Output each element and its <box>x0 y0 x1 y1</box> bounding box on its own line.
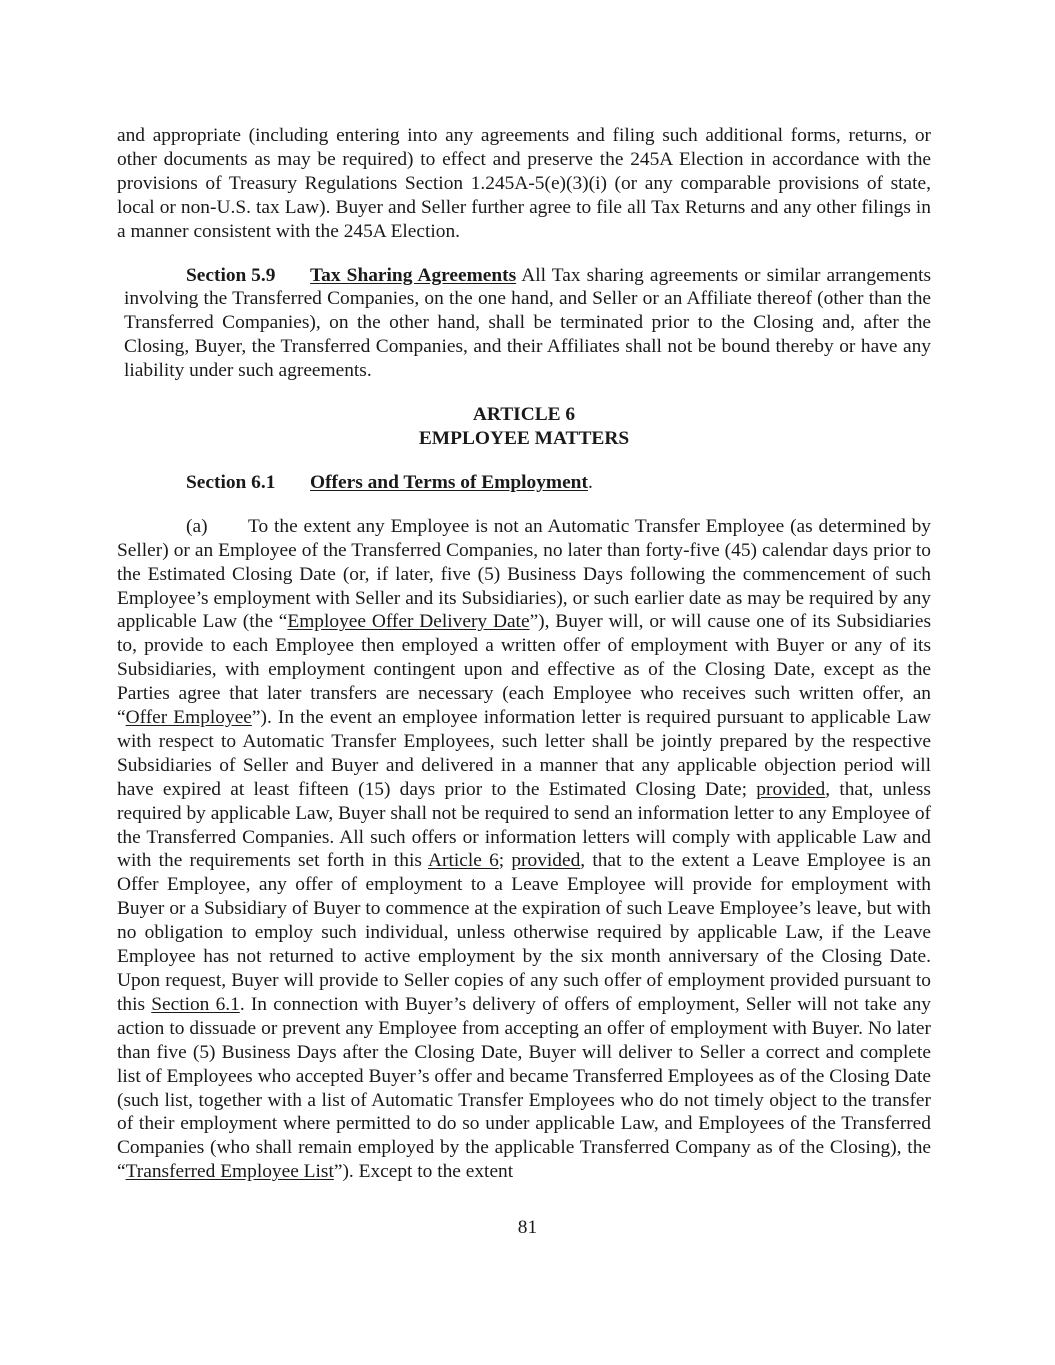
paragraph-text: , that to the extent a Leave Employee is an Offer Employee, any offer of employment to a Leave Employee will provide for employment with Buyer or a Subsidiary of Buyer to commence at the expiration of such Leave Employee’s leave, but with no obligation to employ such individual, unless otherwise required by applicable Law, if the Leave Employee has not returned to active employment by the six month anniversary of the Closing Date. Upon request, Buyer will provide to Seller copies of any such offer of employment provided pursuant to this <box>117 850 931 1015</box>
section-5-9-paragraph <box>117 264 931 384</box>
paragraph-label: (a) <box>186 515 208 537</box>
paragraph-text: ; <box>498 850 512 872</box>
defined-term: Employee Offer Delivery Date <box>287 611 530 633</box>
article-title: EMPLOYEE MATTERS <box>418 427 630 449</box>
defined-term: Transferred Employee List <box>125 1161 334 1183</box>
paragraph-text: ”). Except to the extent <box>333 1161 514 1183</box>
page-number: 81 <box>517 1217 538 1238</box>
section-number: Section 6.1 <box>186 471 276 493</box>
defined-term: Offer Employee <box>125 707 252 729</box>
article-number: ARTICLE 6 <box>472 404 576 426</box>
section-title: Offers and Terms of Employment <box>310 471 588 493</box>
paragraph-text: ”). In the event an employee information letter is required pursuant to applicable Law with respect to Automatic Transfer Employees, such letter shall be jointly prepared by the respective Subsidiaries of Seller and Buyer and delivered in a manner that any applicable objection period will have expired at least fifteen (15) days prior to the Estimated Closing Date; <box>117 707 932 800</box>
paragraph-text: ”), Buyer will, or will cause one of its Subsidiaries to, provide to each Employee then employed a written offer of employment with Buyer or any of its Subsidiaries, with employment contingent upon and effective as of the Closing Date, except as the Parties agree that later transfers are necessary (each Employee who receives such written offer, an “ <box>117 611 931 729</box>
section-title: Tax Sharing Agreements <box>310 264 517 286</box>
underlined-term: provided <box>511 850 581 872</box>
section-period: . <box>587 471 593 493</box>
section-number: Section 5.9 <box>186 264 276 286</box>
intro-paragraph: and appropriate (including entering into any agreements and filing such additional forms, returns, or other documents as may be required) to effect and preserve the 245A Election in accordance with the provisions of Treasury Regulations Section 1.245A-5(e)(3)(i) (or any comparable provisions of state, local or non-U.S. tax Law). Buyer and Seller further agree to file all Tax Returns and any other filings in a manner consistent with the 245A Election. <box>117 125 931 242</box>
paragraph-text: . In connection with Buyer’s delivery of offers of employment, Seller will not take any action to dissuade or prevent any Employee from accepting an offer of employment with Buyer. No later than five (5) Business Days after the Closing Date, Buyer will deliver to Seller a correct and complete list of Employees who accepted Buyer’s offer and became Transferred Employees as of the Closing Date (such list, together with a list of Automatic Transfer Employees who do not timely object to the transfer of their employment where permitted to do so under applicable Law, and Employees of the Transferred Companies (who shall remain employed by the applicable Transferred Company as of the Closing), the “ <box>117 993 932 1183</box>
paragraph-text: To the extent any Employee is not an Automatic Transfer Employee (as determined by Seller) or an Employee of the Transferred Companies, no later than forty-five (45) calendar days prior to the Estimated Closing Date (or, if later, five (5) Business Days following the commencement of such Employee’s employment with Seller and its Subsidiaries), or such earlier date as may be required by any applicable Law (the “ <box>117 515 931 633</box>
cross-reference: Section 6.1 <box>151 993 240 1015</box>
paragraph-a <box>117 515 931 1184</box>
cross-reference: Article 6 <box>428 850 499 872</box>
underlined-term: provided <box>756 778 826 800</box>
article-heading <box>117 403 931 451</box>
section-6-1-heading <box>117 471 931 495</box>
document-page <box>117 124 931 1184</box>
paragraph-text: , that, unless required by applicable Law, Buyer shall not be required to send an information letter to any Employee of the Transferred Companies. All such offers or information letters will comply with applicable Law and with the requirements set forth in this <box>117 778 931 872</box>
section-text: All Tax sharing agreements or similar arrangements involving the Transferred Companies, on the one hand, and Seller or an Affiliate thereof (other than the Transferred Companies), on the other hand, shall be terminated prior to the Closing and, after the Closing, Buyer, the Transferred Companies, and their Affiliates shall not be bound thereby or have any liability under such agreements. <box>124 264 931 382</box>
